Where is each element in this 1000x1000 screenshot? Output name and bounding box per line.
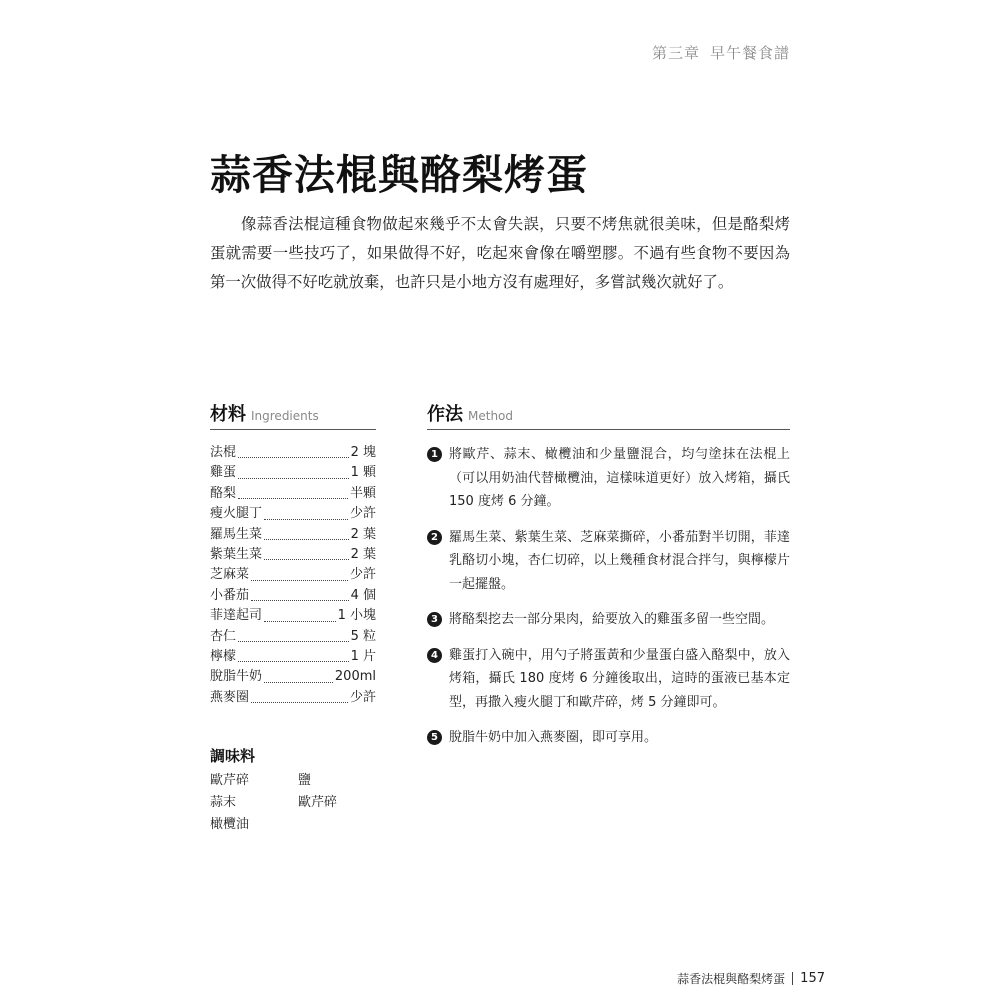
leader-dots [264,621,336,622]
leader-dots [251,600,349,601]
method-heading-cn: 作法 [427,404,463,425]
method-step [427,726,790,750]
leader-dots [264,519,348,520]
leader-dots [238,498,348,499]
step-text: 將酪梨挖去一部分果肉，給要放入的雞蛋多留一些空間。 [449,612,775,627]
leader-dots [264,539,349,540]
step-text: 將歐芹、蒜末、橄欖油和少量鹽混合，均勻塗抹在法棍上（可以用奶油代替橄欖油，這樣味道更好）放入烤箱，攝氏 150 度烤 6 分鐘。 [449,447,790,509]
ingredient-item [210,545,376,565]
ingredient-item [210,586,376,606]
leader-dots [238,478,349,479]
step-number-badge: 4 [427,648,442,663]
step-number-badge: 1 [427,447,442,462]
ingredient-qty: 4 個 [350,587,376,603]
method-steps [427,443,790,762]
step-number-badge: 5 [427,730,442,745]
intro-paragraph: 像蒜香法棍這種食物做起來幾乎不太會失誤，只要不烤焦就很美味，但是酪梨烤蛋就需要一些技巧了，如果做得不好，吃起來會像在嚼塑膠。不過有些食物不要因為第一次做得不好吃就放棄，也許只是小地方沒有處理好，多嘗試幾次就好了。 [210,215,790,291]
ingredient-qty: 半顆 [349,485,376,501]
ingredient-item [210,525,376,545]
leader-dots [264,559,349,560]
seasoning-list [210,770,410,836]
ingredient-name: 紫葉生菜 [210,546,263,562]
ingredient-item [210,667,376,687]
leader-dots [264,682,333,683]
ingredient-name: 菲達起司 [210,608,263,624]
step-text: 羅馬生菜、紫葉生菜、芝麻菜撕碎，小番茄對半切開，菲達乳酪切小塊，杏仁切碎，以上幾種食材混合拌勻，與檸檬片一起擺盤。 [449,529,790,592]
ingredient-name: 瘦火腿丁 [210,506,263,522]
method-heading-en: Method [468,409,514,423]
ingredient-item [210,443,376,463]
ingredient-item [210,463,376,483]
method-step [427,608,790,632]
method-step [427,526,790,597]
seasoning-item: 歐芹碎 [210,773,250,788]
ingredient-qty: 200ml [334,669,376,685]
ingredients-heading-cn: 材料 [210,404,246,425]
chapter-header [652,42,790,63]
page-footer [677,970,825,987]
leader-dots [238,661,349,662]
ingredient-item [210,606,376,626]
ingredient-name: 小番茄 [210,587,250,603]
ingredient-item [210,484,376,504]
method-heading [427,400,790,430]
ingredient-qty: 1 小塊 [337,608,376,624]
footer-divider [792,972,793,985]
ingredient-qty: 少許 [349,689,376,705]
ingredient-item [210,565,376,585]
step-number-badge: 3 [427,612,442,627]
chapter-name: 早午餐食譜 [709,44,790,62]
ingredient-list [210,443,376,708]
ingredient-name: 雞蛋 [210,465,237,481]
ingredient-name: 羅馬生菜 [210,526,263,542]
page-title: 蒜香法棍與酪梨烤蛋 [210,151,588,199]
method-step [427,443,790,514]
ingredient-qty: 2 塊 [350,444,376,460]
seasoning-item: 橄欖油 [210,817,250,832]
ingredient-name: 燕麥圈 [210,689,250,705]
ingredient-qty: 2 葉 [350,526,376,542]
method-step [427,644,790,715]
ingredient-qty: 少許 [349,567,376,583]
seasoning-item: 蒜末 [210,795,237,810]
ingredient-name: 芝麻菜 [210,567,250,583]
ingredient-name: 檸檬 [210,648,237,664]
ingredient-item [210,504,376,524]
seasoning-item: 鹽 [298,773,312,788]
page-number: 157 [800,971,825,986]
ingredient-name: 脫脂牛奶 [210,669,263,685]
ingredient-qty: 5 粒 [350,628,376,644]
leader-dots [238,457,349,458]
ingredient-qty: 1 顆 [350,465,376,481]
ingredient-item [210,627,376,647]
ingredient-qty: 少許 [349,506,376,522]
ingredient-item [210,688,376,708]
ingredient-item [210,647,376,667]
seasoning-heading: 調味料 [210,747,256,765]
step-number-badge: 2 [427,530,442,545]
ingredients-heading [210,400,376,430]
ingredient-name: 酪梨 [210,485,237,501]
leader-dots [251,702,348,703]
seasoning-item: 歐芹碎 [298,795,338,810]
leader-dots [238,641,349,642]
step-text: 脫脂牛奶中加入燕麥圈，即可享用。 [449,730,658,745]
ingredient-qty: 1 片 [350,648,376,664]
ingredient-name: 法棍 [210,444,237,460]
footer-title: 蒜香法棍與酪梨烤蛋 [677,972,786,986]
ingredients-heading-en: Ingredients [251,409,319,423]
leader-dots [251,580,348,581]
ingredient-name: 杏仁 [210,628,237,644]
chapter-label: 第三章 [651,44,700,62]
ingredient-qty: 2 葉 [350,546,376,562]
step-text: 雞蛋打入碗中，用勺子將蛋黃和少量蛋白盛入酪梨中，放入烤箱，攝氏 180 度烤 6 分鐘後取出，這時的蛋液已基本定型，再撒入瘦火腿丁和歐芹碎，烤 5 分鐘即可。 [449,647,790,710]
